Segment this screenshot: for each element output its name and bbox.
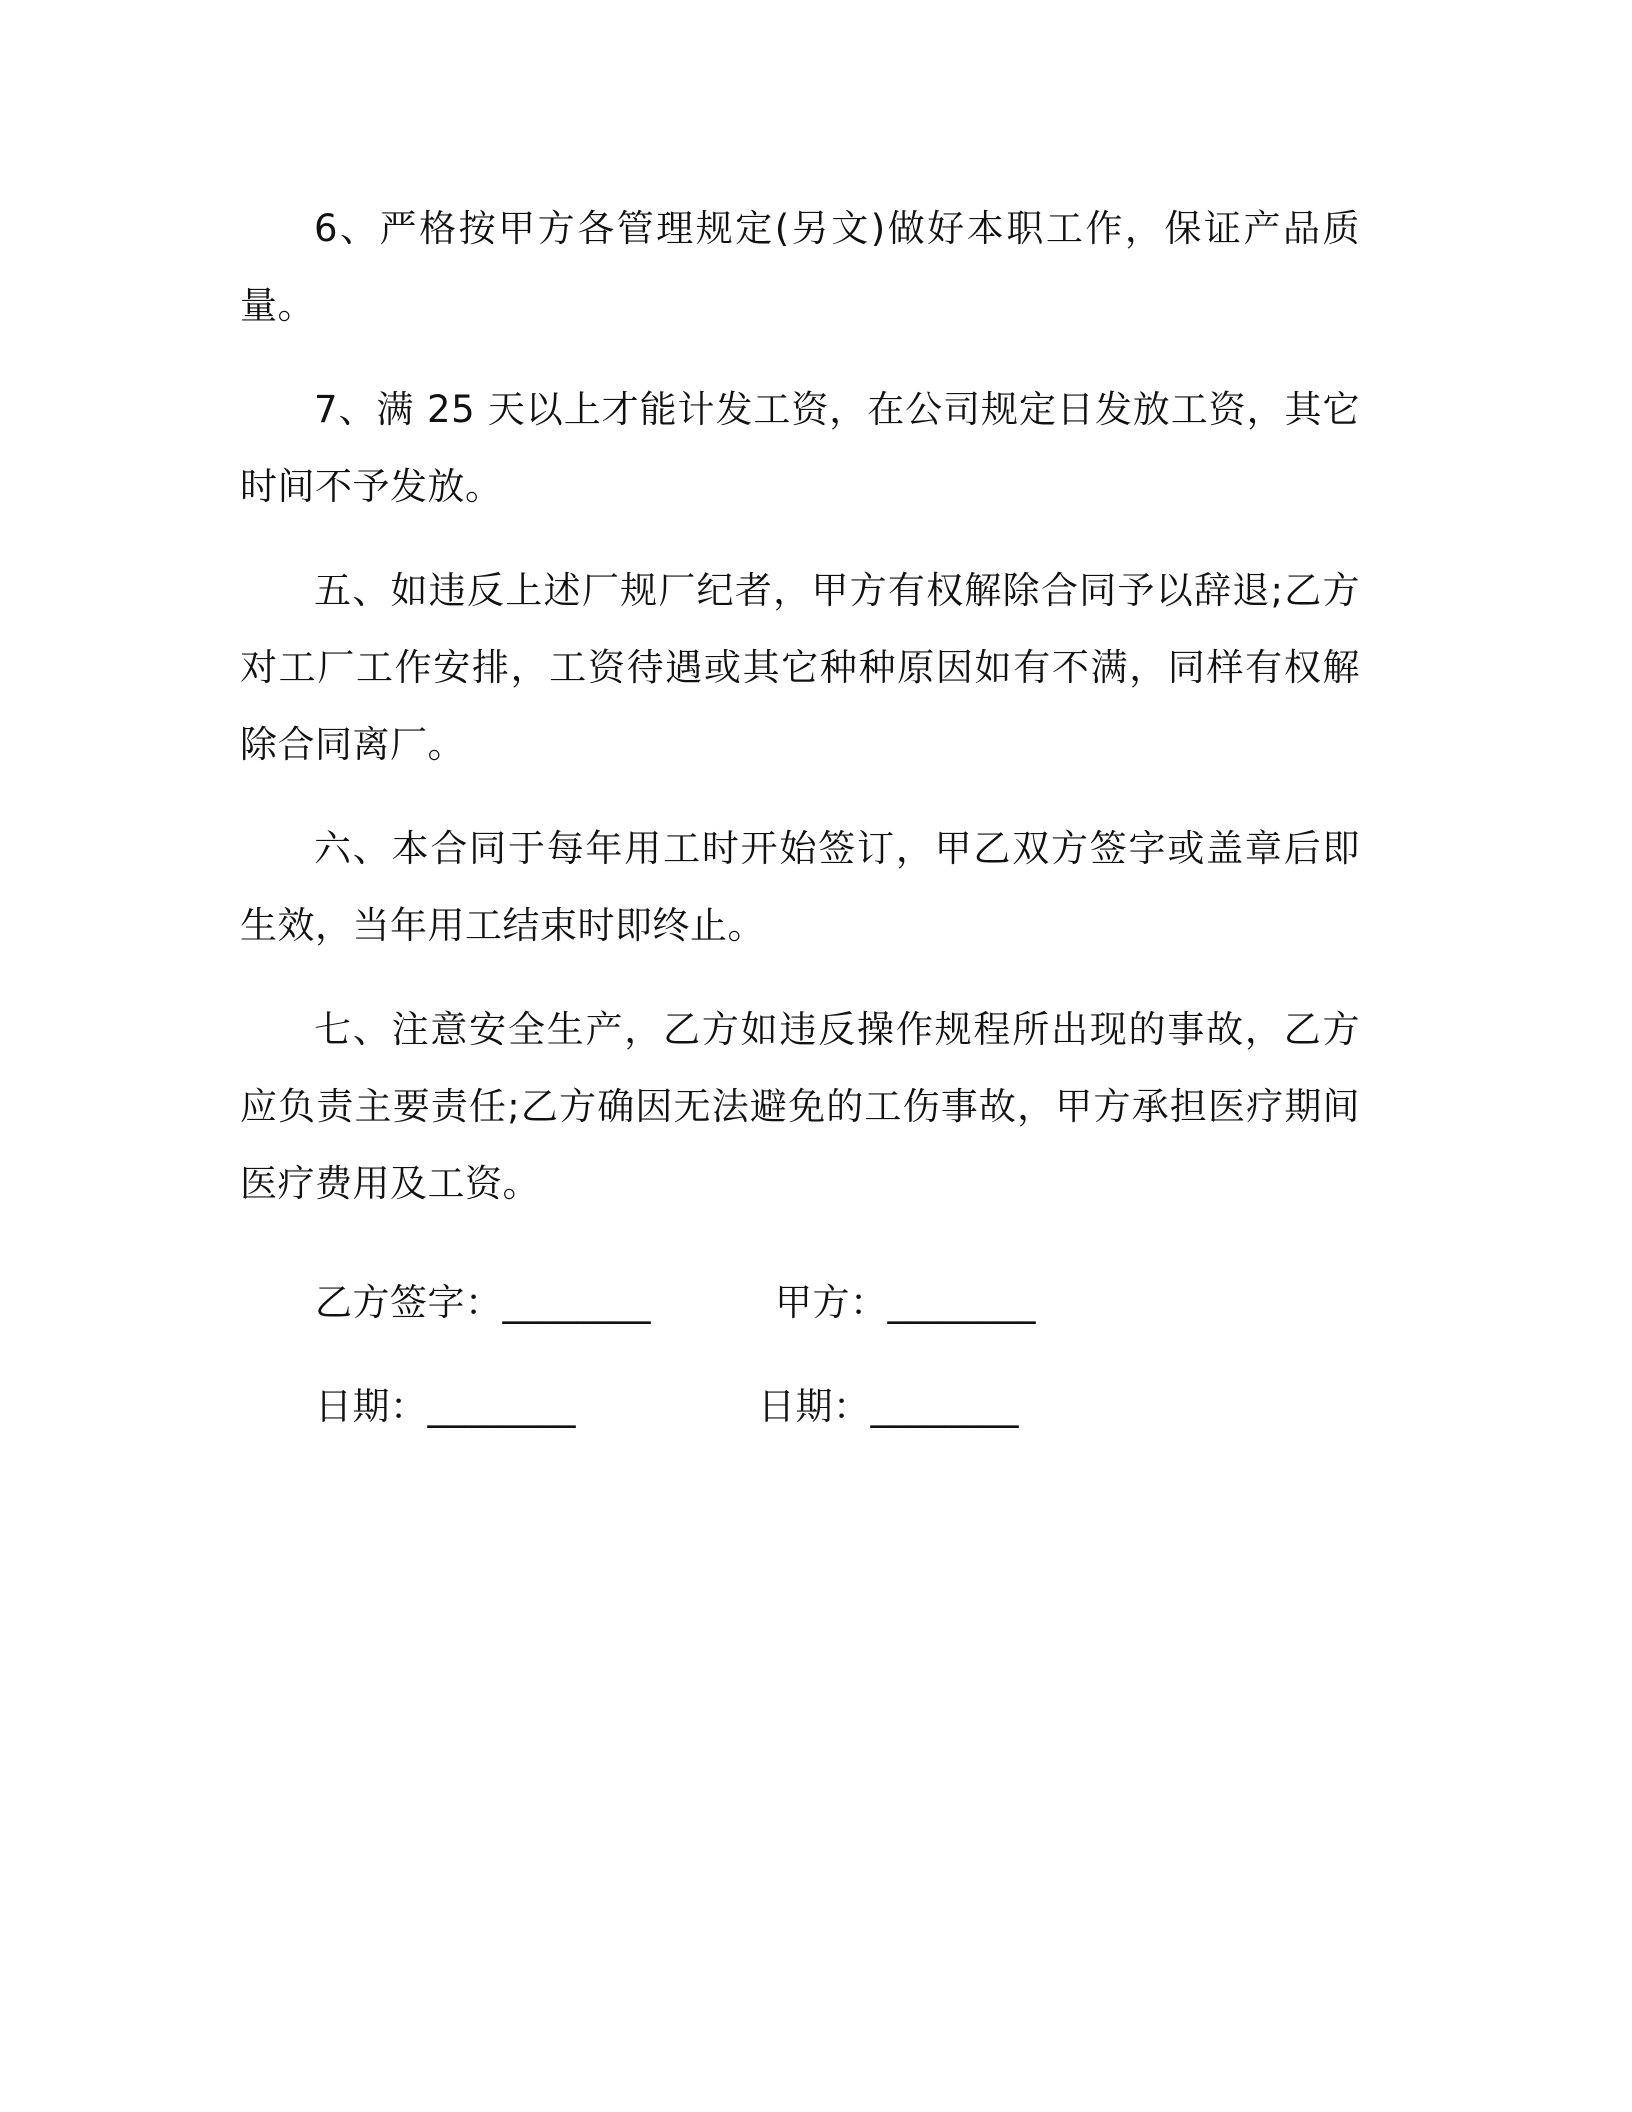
clause-five: 五、如违反上述厂规厂纪者，甲方有权解除合同予以辞退;乙方对工厂工作安排，工资待遇或其它种种原因如有不满，同样有权解除合同离厂。 (240, 569, 1360, 766)
party-b-signature (315, 1268, 651, 1338)
party-b-date-blank: ________ (427, 1385, 576, 1428)
party-a-signature (775, 1268, 1036, 1338)
party-b-date (315, 1372, 576, 1442)
contract-body (240, 190, 1360, 1249)
party-b-signature-label: 乙方签字： (315, 1281, 503, 1324)
clause-six: 六、本合同于每年用工时开始签订，甲乙双方签字或盖章后即生效，当年用工结束时即终止。 (240, 827, 1360, 947)
signature-block (315, 1268, 1115, 1476)
clause-7: 7、满 25 天以上才能计发工资，在公司规定日发放工资，其它时间不予发放。 (240, 388, 1360, 508)
party-b-date-label: 日期： (315, 1385, 428, 1428)
clause-6: 6、严格按甲方各管理规定(另文)做好本职工作，保证产品质量。 (240, 207, 1360, 327)
date-row (315, 1372, 1115, 1476)
clause-seven: 七、注意安全生产，乙方如违反操作规程所出现的事故，乙方应负责主要责任;乙方确因无法避免的工伤事故，甲方承担医疗期间医疗费用及工资。 (240, 1008, 1360, 1205)
party-a-signature-blank: ________ (887, 1281, 1036, 1324)
party-a-signature-label: 甲方： (775, 1281, 888, 1324)
party-a-date-label: 日期： (758, 1385, 871, 1428)
party-a-date-blank: ________ (870, 1385, 1019, 1428)
party-a-date (758, 1372, 1019, 1442)
party-b-signature-blank: ________ (502, 1281, 651, 1324)
signature-row (315, 1268, 1115, 1372)
